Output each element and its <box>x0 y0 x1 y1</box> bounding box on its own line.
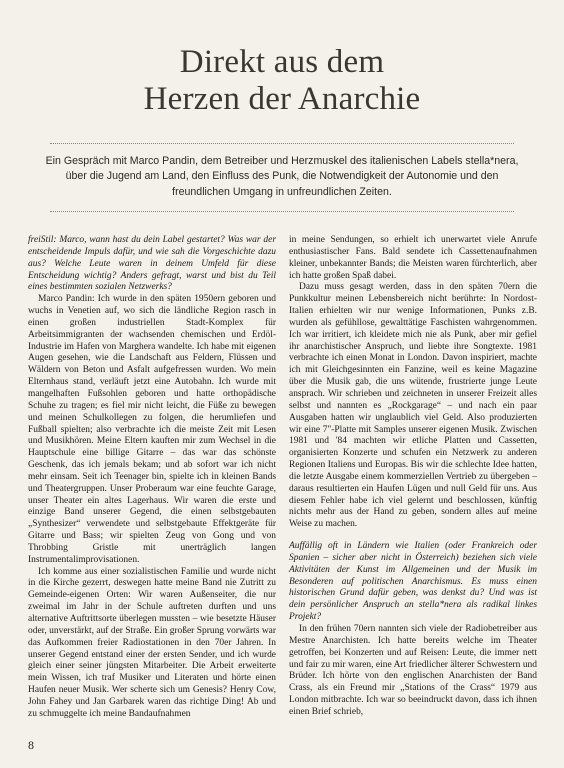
article-title <box>0 44 564 118</box>
article-title-line-1: Direkt aus dem <box>179 44 385 80</box>
page-number: 8 <box>28 738 34 752</box>
interview-answer-paragraph: Dazu muss gesagt werden, dass in den späten 70ern die Punkkultur meinen Lebensbereich nicht berührte: In Nordost-Italien erhielten wir nur wenige Informationen, Punks z.B. wurden als gefühllose, gewalttätige Faschisten wahrgenommen. Ich war irritiert, ich kleidete mich nie als Punk, aber mir gefiel ihr anarchistischer Anspruch, und liebte ihre Songtexte. 1981 verbrachte ich einen Monat in London. Davon inspiriert, machte ich mit Gleichgesinnten ein Fanzine, weil es keine Magazine über die Musik gab, die uns wütende, frustrierte junge Leute ansprach. Wir schrieben und zeichneten in unserer Freizeit alles selbst und nannten es „Rockgarage“ – und nach ein paar Ausgaben hatten wir unglaublich viel Geld. Also produzierten wir eine 7"-Platte mit Samples unserer eigenen Musik. Zwischen 1981 und '84 machten wir etliche Platten und Cassetten, organisierten Konzerte und schufen ein Netzwerk zu anderen Regionen Italiens und Europas. Bis wir die schlechte Idee hatten, die letzte Ausgabe einem kommerziellen Vertrieb zu übergeben – daraus resultierten ein Haufen Lügen und null Geld für uns. Aus diesem Fehler habe ich viel gelernt und beschlossen, künftig nichts mehr aus der Hand zu geben, sondern alles auf meine Weise zu machen. <box>289 282 537 530</box>
interview-answer-paragraph: In den frühen 70ern nannten sich viele der Radiobetreiber aus Mestre Anarchisten. Ich hatte bereits welche im Theater getroffen, bei Konzerten und auf Reisen: Leute, die immer nett und fair zu mir waren, eine Art friedlicher älterer Schwestern und Brüder. Ich hörte von den englischen Anarchisten der Band Crass, als ein Freund mir „Stations of the Crass“ 1979 aus London mitbrachte. Ich war so beeindruckt davon, dass ich ihnen einen Brief schrieb, <box>289 624 537 717</box>
article-title-line-2: Herzen der Anarchie <box>143 81 421 117</box>
interview-question-2: Auffällig oft in Ländern wie Italien (oder Frankreich oder Spanien – sicher aber nicht in Österreich) beziehen sich viele Aktivitäten der Kunst im Allgemeinen und der Musik im Besonderen auf politischen Anarchismus. Es muss einen historischen Grund dafür geben, was denkst du? Und was ist dein persönlicher Anspruch an stella*nera als radikal linkes Projekt? <box>289 541 537 623</box>
interview-question-1: freiStil: Marco, wann hast du dein Label gestartet? Was war der entscheidende Impuls dafür, und wie sah die Vorgeschichte dazu aus? Welche Leute waren in deinem Umfeld für diese Entscheidung wichtig? Anders gefragt, warst und bist du Teil eines bestimmten sozialen Netzwerks? <box>28 235 276 293</box>
left-column <box>28 235 276 721</box>
interview-answer-paragraph: Marco Pandin: Ich wurde in den späten 1950ern geboren und wuchs in Venetien auf, wo sich die ländliche Region rasch in einen großen industriellen Stadt-Komplex für Arbeitsimmigranten der wachsenden chemischen und Erdöl-Industrie im Hafen von Marghera wandelte. Ich habe mit eigenen Augen gesehen, wie die Landschaft aus Feldern, Flüssen und Wäldern von Beton und Asfalt aufgefressen wurden. Wo mein Elternhaus stand, verläuft jetzt eine Autobahn. Ich wurde mit mangelhaften Fußsohlen geboren und hatte orthopädische Schuhe zu tragen; es fiel mir nicht leicht, die Füße zu bewegen und meinen Schulkollegen zu folgen, die herumliefen und Fußball spielten; also verbrachte ich die meiste Zeit mit Lesen und Musikhören. Meine Eltern kauften mir zum Wechsel in die Hauptschule eine billige Gitarre – das war das schönste Geschenk, das ich jemals bekam; und ab sofort war ich nicht mehr einsam. Seit ich Teenager bin, spielte ich in kleinen Bands und Theatergruppen. Unser Proberaum war eine feuchte Garage, unser Theater ein altes Lagerhaus. Wir waren die erste und einzige Band unserer Gegend, die einen selbstgebauten „Synthesizer“ verwendete und selbstgebaute Effektgeräte für Gitarre und Bass; wir spielten Zeug von Gong und von Throbbing Gristle mit unerträglich langen Instrumentalimprovisationen. <box>28 294 276 565</box>
right-column <box>289 235 537 719</box>
interview-answer-paragraph: Ich komme aus einer sozialistischen Familie und wurde nicht in die Kirche gezerrt, deswegen hatte meine Band nie Zutritt zu Gemeinde-eigenen Orten: Wir waren Außenseiter, die nur zweimal im Jahr in der Schule auftreten durften und uns alternative Auftrittsorte überlegen mussten – wie besetzte Häuser oder, unverstärkt, auf der Straße. Ein großer Sprung vorwärts war das Aufkommen freier Radiostationen in den 70er Jahren. In unserer Gegend entstand einer der ersten Sender, und ich wurde gleich einer seiner jüngsten Mitarbeiter. Die Arbeit erweiterte mein Wissen, ich traf Musiker und Literaten und hörte einen Haufen neuer Musik. Wer scherte sich um Genesis? Henry Cow, John Fahey und Jan Garbarek waren das richtige Ding! Ab und zu schmuggelte ich meine Bandaufnahmen <box>28 566 276 719</box>
intro-top-divider <box>50 143 514 144</box>
article-intro: Ein Gespräch mit Marco Pandin, dem Betreiber und Herzmuskel des italienischen Labels stella*nera, über die Jugend am Land, den Einfluss des Punk, die Notwendigkeit der Autonomie und den freundlichen Umgang in unfreundlichen Zeiten. <box>45 155 519 198</box>
intro-bottom-divider <box>50 211 514 212</box>
interview-answer-continuation: in meine Sendungen, so erhielt ich unerwartet viele Anrufe enthusiastischer Fans. Bald sendete ich Cassettenaufnahmen kleiner, unbekannter Bands; die Meisten waren fürchterlich, aber ich hatte großen Spaß dabei. <box>289 235 537 281</box>
